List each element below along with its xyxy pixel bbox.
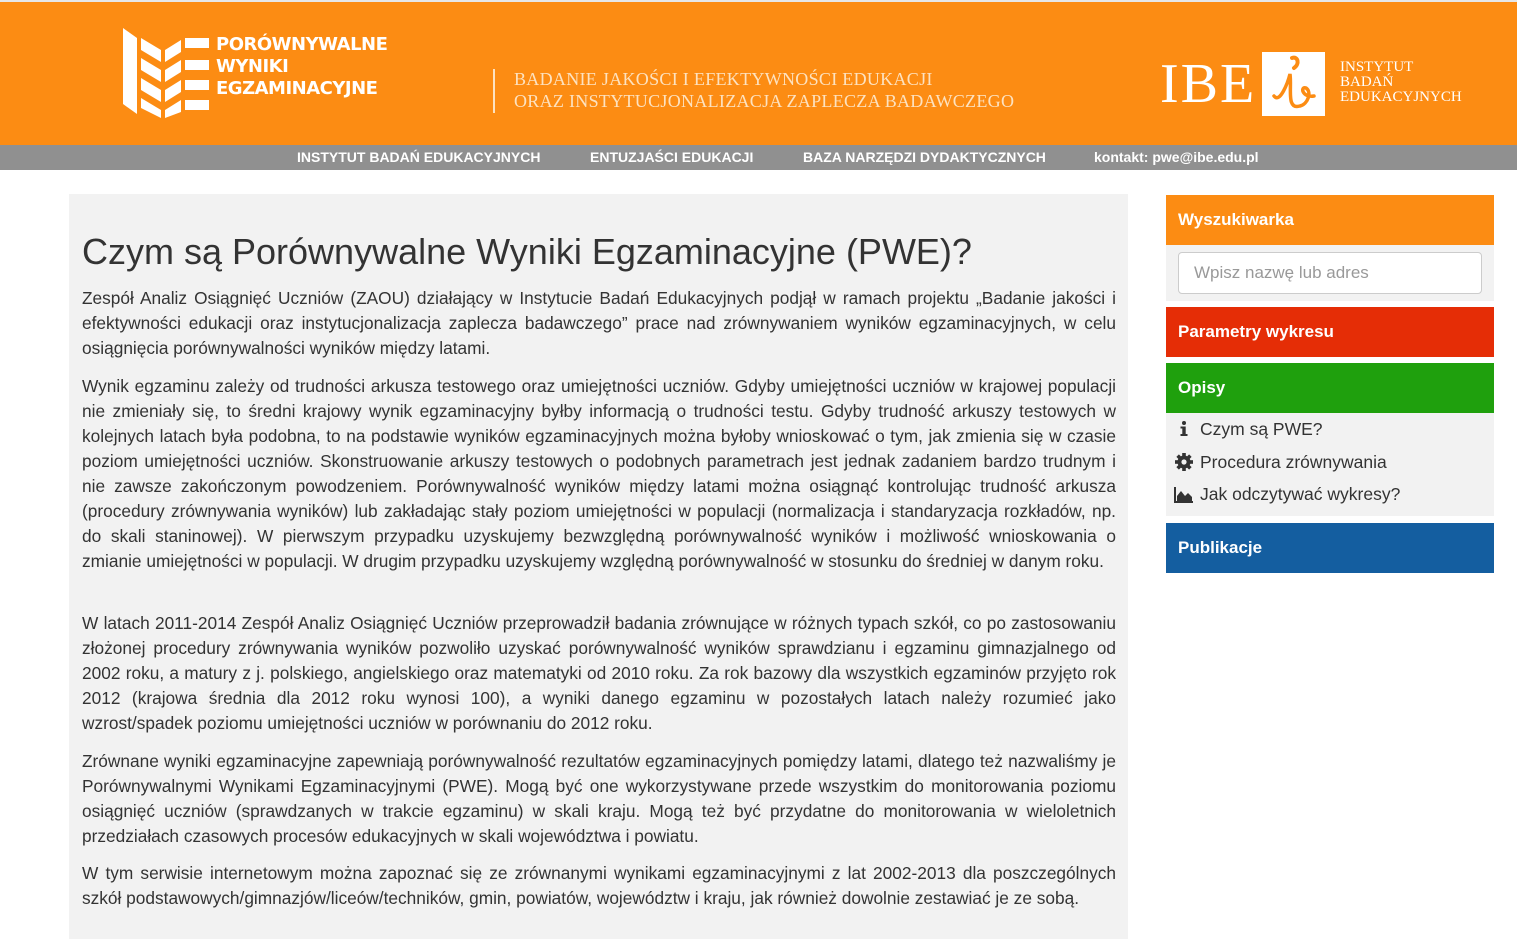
article-paragraph: Zrównane wyniki egzaminacyjne zapewniają porównywalność rezultatów egzaminacyjnych pomiędzy latami, dlatego też nazwaliśmy je Porównywalnymi Wynikami Egzaminacyjnymi (PWE). Mogą być one wykorzystywane przede wszystkim do monitorowania poziomu osiągnięć uczniów (sprawdzanych w trakcie egzaminu) w skali kraju. Mogą też być przydatne do monitorowania w wieloletnich przedziałach czasowych procesów edukacyjnych w skali województwa i powiatu. <box>82 751 1116 846</box>
chart-params-panel-header[interactable]: Parametry wykresu <box>1166 307 1494 357</box>
header-divider <box>493 69 495 113</box>
ibe-name-line-3: EDUKACYJNYCH <box>1340 89 1462 105</box>
top-navbar <box>0 145 1517 170</box>
pwe-logo[interactable] <box>123 28 388 118</box>
ibe-logo-name <box>1340 60 1462 105</box>
ibe-name-line-1: INSTYTUT <box>1340 59 1414 75</box>
ibe-name-line-2: BADAŃ <box>1340 74 1394 90</box>
project-title-line-1: BADANIE JAKOŚCI I EFEKTYWNOŚCI EDUKACJI <box>514 69 933 89</box>
ibe-logo-icon <box>1262 52 1325 116</box>
pwe-logo-text <box>216 34 387 100</box>
ibe-logo-mark[interactable] <box>1262 52 1325 116</box>
nav-link-contact[interactable]: kontakt: pwe@ibe.edu.pl <box>1094 149 1259 165</box>
desc-link-label: Jak odczytywać wykresy? <box>1200 484 1401 504</box>
desc-link-label: Procedura zrównywania <box>1200 452 1387 472</box>
page-title: Czym są Porównywalne Wyniki Egzaminacyjne (PWE)? <box>82 231 972 272</box>
nav-link-baza-narzedzi[interactable]: BAZA NARZĘDZI DYDAKTYCZNYCH <box>803 149 1046 165</box>
article-paragraph: Wynik egzaminu zależy od trudności arkusza testowego oraz umiejętności uczniów. Gdyby umiejętności uczniów w krajowej populacji nie zmieniały się, to średni krajowy wynik egzaminacyjny byłby informacją o trudności testu. Gdyby trudność arkuszy testowych w kolejnych latach była podobna, to na podstawie wyników egzaminacyjnych można byłoby wnioskować o tym, jak zmienia się w czasie poziom umiejętności uczniów. Skonstruowanie arkuszy testowych o podobnych parametrach jest jednak zadaniem bardzo trudnym i nie zawsze zakończonym powodzeniem. Porównywalność wyników między latami można osiągnąć kontrolując trudność arkusza (procedury zrównywania wyników) lub zakładając stały poziom umiejętności w populacji (normalizacja i standaryzacja rozkładów, np. do skali staninowej). W pierwszym przypadku uzyskujemy bezwzględną porównywalność wyników i możliwość wnioskowania o zmianie umiejętności w populacji. W drugim przypadku uzyskujemy względną porównywalność w stosunku do średniej w danym roku. <box>82 376 1116 571</box>
search-input[interactable] <box>1178 252 1482 294</box>
site-header <box>0 2 1517 145</box>
project-title-line-2: ORAZ INSTYTUCJONALIZACJA ZAPLECZA BADAWCZEGO <box>514 91 1015 111</box>
pwe-logo-line-3: EGZAMINACYJNE <box>216 78 378 99</box>
main-article <box>69 194 1128 939</box>
ibe-logo-abbr[interactable]: IBE <box>1160 53 1257 115</box>
article-paragraph: W latach 2011-2014 Zespół Analiz Osiągnięć Uczniów przeprowadził badania zrównujące w różnych typach szkół, co po zastosowaniu złożonej procedury zrównywania wyników pozwoliło uzyskać porównywalność wyników sprawdzianu i egzaminu gimnazjalnego od 2002 roku, a matury z j. polskiego, angielskiego oraz matematyki od 2010 roku. Za rok bazowy dla wszystkich egzaminów przyjęto rok 2012 (krajowa średnia dla 2012 roku wynosi 100), a wyniki danego egzaminu w pozostałych latach należy rozumieć jako wzrost/spadek poziomu umiejętności uczniów w porównaniu do 2012 roku. <box>82 613 1116 733</box>
article-paragraph: W tym serwisie internetowym można zapoznać się ze zrównanymi wynikami egzaminacyjnymi z lat 2002-2013 dla poszczególnych szkół podstawowych/gimnazjów/liceów/techników, gmin, powiatów, województw i kraju, jak również dowolnie zestawiać je ze sobą. <box>82 863 1116 908</box>
desc-link-how-to-read-charts[interactable] <box>1166 478 1494 510</box>
info-icon <box>1174 419 1194 439</box>
pwe-logo-mark <box>123 28 209 118</box>
search-panel <box>1166 245 1494 301</box>
area-chart-icon <box>1174 484 1194 504</box>
descriptions-panel-header[interactable]: Opisy <box>1166 363 1494 413</box>
project-title <box>514 68 1014 112</box>
pwe-logo-line-1: PORÓWNYWALNE <box>216 34 388 55</box>
article-paragraph: Zespół Analiz Osiągnięć Uczniów (ZAOU) działający w Instytucie Badań Edukacyjnych podjął w ramach projektu „Badanie jakości i efektywności edukacji oraz instytucjonalizacja zaplecza badawczego” prace nad zrównywaniem wyników egzaminacyjnych, w celu osiągnięcia porównywalności wyników między latami. <box>82 288 1116 358</box>
gear-icon <box>1174 452 1194 472</box>
desc-link-what-is-pwe[interactable] <box>1166 413 1494 445</box>
nav-link-entuzjasci[interactable]: ENTUZJAŚCI EDUKACJI <box>590 149 754 165</box>
search-panel-header[interactable]: Wyszukiwarka <box>1166 195 1494 245</box>
desc-link-procedure[interactable] <box>1166 446 1494 478</box>
desc-link-label: Czym są PWE? <box>1200 419 1323 439</box>
publications-panel-header[interactable]: Publikacje <box>1166 523 1494 573</box>
descriptions-panel <box>1166 413 1494 516</box>
pwe-logo-line-2: WYNIKI <box>216 56 289 77</box>
nav-link-ibe[interactable]: INSTYTUT BADAŃ EDUKACYJNYCH <box>297 149 541 165</box>
